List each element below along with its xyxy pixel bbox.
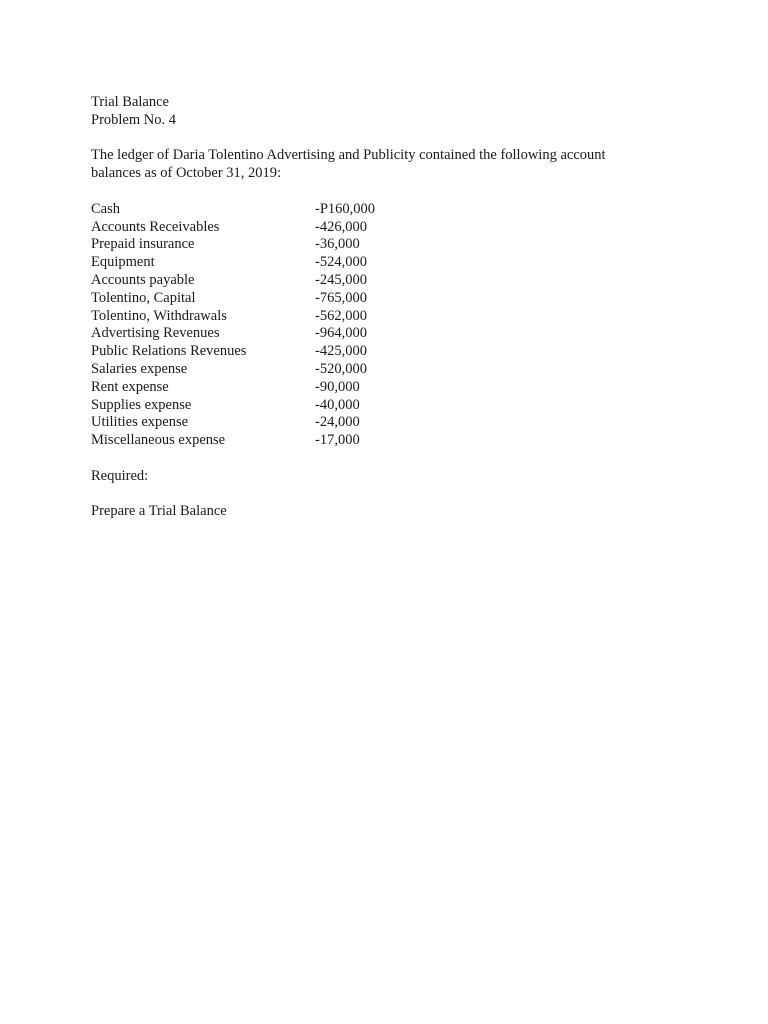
account-value: -765,000: [315, 289, 367, 306]
account-name: Utilities expense: [91, 414, 189, 431]
account-row: [91, 254, 691, 272]
document-title: Trial Balance: [91, 94, 169, 110]
spacer: [91, 486, 691, 504]
account-row: [91, 272, 691, 290]
account-name: Advertising Revenues: [91, 325, 220, 342]
account-row: [91, 432, 691, 450]
account-value: -P160,000: [315, 200, 376, 217]
account-value: -562,000: [315, 307, 367, 324]
account-value: -40,000: [315, 396, 360, 413]
spacer: [91, 130, 691, 148]
account-value: -245,000: [315, 271, 367, 288]
account-value: -90,000: [315, 378, 360, 395]
account-name: Accounts Receivables: [91, 218, 220, 235]
account-row: [91, 308, 691, 326]
account-value: -425,000: [315, 343, 367, 360]
account-row: [91, 325, 691, 343]
account-name: Prepaid insurance: [91, 236, 195, 253]
account-row: [91, 379, 691, 397]
account-name: Tolentino, Withdrawals: [91, 307, 227, 324]
account-row: [91, 219, 691, 237]
account-name: Tolentino, Capital: [91, 289, 196, 306]
account-row: [91, 343, 691, 361]
account-name: Accounts payable: [91, 271, 195, 288]
required-label: Required:: [91, 467, 149, 484]
account-name: Equipment: [91, 254, 155, 271]
account-row: [91, 201, 691, 219]
account-value: -24,000: [315, 414, 360, 431]
account-value: -17,000: [315, 432, 360, 449]
account-row: [91, 397, 691, 415]
account-name: Rent expense: [91, 378, 169, 395]
account-balance-list: [91, 201, 691, 450]
intro-text-line-2: balances as of October 31, 2019:: [91, 165, 282, 182]
account-value: -524,000: [315, 254, 367, 271]
account-value: -36,000: [315, 236, 360, 253]
account-value: -520,000: [315, 360, 367, 377]
spacer: [91, 450, 691, 468]
spacer: [91, 183, 691, 201]
account-name: Miscellaneous expense: [91, 432, 226, 449]
account-row: [91, 290, 691, 308]
account-name: Salaries expense: [91, 360, 188, 377]
account-value: -426,000: [315, 218, 367, 235]
problem-number: Problem No. 4: [91, 111, 176, 128]
account-name: Public Relations Revenues: [91, 343, 247, 360]
account-row: [91, 361, 691, 379]
account-row: [91, 236, 691, 254]
account-name: Cash: [91, 200, 120, 217]
account-row: [91, 414, 691, 432]
intro-text-line-1: The ledger of Daria Tolentino Advertising and Publicity contained the following account: [91, 147, 606, 164]
instruction-text: Prepare a Trial Balance: [91, 503, 227, 520]
account-value: -964,000: [315, 325, 367, 342]
document-body: [91, 94, 691, 521]
account-name: Supplies expense: [91, 396, 192, 413]
